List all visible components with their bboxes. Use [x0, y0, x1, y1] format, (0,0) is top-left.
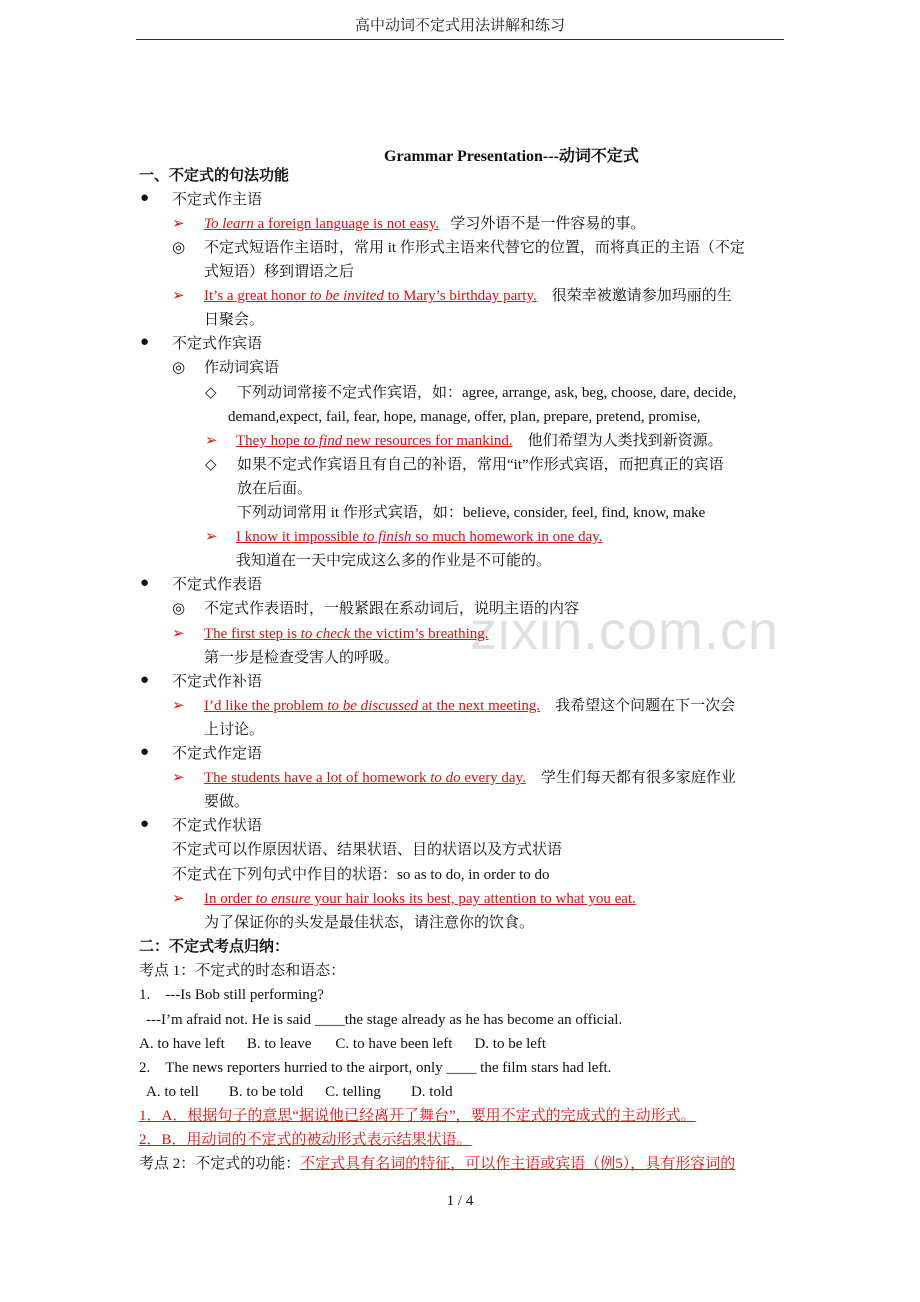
circle-icon: ◎: [172, 360, 186, 376]
arrow-icon: ➢: [172, 698, 185, 714]
bullet-icon: ●: [140, 744, 150, 760]
question-1-line-2: ---I’m afraid not. He is said ____the stage already as he has become an official.: [146, 1012, 623, 1028]
adverbial-note-1: 不定式可以作原因状语、结果状语、目的状语以及方式状语: [172, 842, 563, 858]
arrow-icon: ➢: [172, 891, 185, 907]
answer-1: 1．A．根据句子的意思“据说他已经离开了舞台”，要用不定式的完成式的主动形式。: [139, 1108, 696, 1124]
question-1-line-1: 1. ---Is Bob still performing?: [139, 987, 324, 1003]
example-complement: I’d like the problem to be discussed at the next meeting. 我希望这个问题在下一次会: [204, 698, 736, 714]
sub-heading-predicative: 不定式作表语: [172, 577, 263, 593]
question-2-line-1: 2. The news reporters hurried to the airport, only ____ the film stars had left.: [139, 1060, 612, 1076]
arrow-icon: ➢: [205, 529, 218, 545]
diamond-icon: ◇: [205, 457, 217, 473]
example-subject-2: It’s a great honor to be invited to Mary’s birthday party. 很荣幸被邀请参加玛丽的生: [204, 288, 732, 304]
answer-2: 2．B．用动词的不定式的被动形式表示结果状语。: [139, 1132, 472, 1148]
circle-icon: ◎: [172, 240, 186, 256]
example-adverbial: In order to ensure your hair looks its best, pay attention to what you eat.: [204, 891, 636, 907]
example-attributive: The students have a lot of homework to do every day. 学生们每天都有很多家庭作业: [204, 770, 736, 786]
object-note-1a: 下列动词常接不定式作宾语，如：agree, arrange, ask, beg, choose, dare, decide,: [237, 385, 737, 401]
arrow-icon: ➢: [172, 770, 185, 786]
watermark: zixin.com.cn: [470, 601, 780, 661]
object-note-1b: demand,expect, fail, fear, hope, manage, offer, plan, prepare, pretend, promise,: [228, 409, 701, 425]
adverbial-note-2: 不定式在下列句式中作目的状语：so as to do, in order to do: [172, 867, 550, 883]
example-adverbial-cn: 为了保证你的头发是最佳状态，请注意你的饮食。: [204, 915, 535, 931]
circle-icon: ◎: [172, 601, 186, 617]
arrow-icon: ➢: [172, 288, 185, 304]
doc-title: Grammar Presentation---动词不定式: [384, 148, 639, 165]
object-note-2b: 放在后面。: [237, 481, 313, 497]
note-subject-2: 式短语）移到谓语之后: [204, 264, 355, 280]
bullet-icon: ●: [140, 190, 150, 206]
example-subject-2-cn: 日聚会。: [204, 312, 265, 328]
bullet-icon: ●: [140, 672, 150, 688]
point-1: 考点 1：不定式的时态和语态：: [139, 963, 346, 979]
note-subject-1: 不定式短语作主语时，常用 it 作形式主语来代替它的位置，而将真正的主语（不定: [204, 240, 745, 256]
point-2: 考点 2：不定式的功能：不定式具有名词的特征，可以作主语或宾语（例5），具有形容词的: [139, 1156, 736, 1172]
predicative-note: 不定式作表语时，一般紧跟在系动词后，说明主语的内容: [204, 601, 580, 617]
diamond-icon: ◇: [205, 385, 217, 401]
sub-heading-adverbial: 不定式作状语: [172, 818, 263, 834]
example-subject: To learn a foreign language is not easy. 学习外语不是一件容易的事。: [204, 216, 646, 232]
section2-heading: 二：不定式考点归纳：: [139, 939, 290, 955]
arrow-icon: ➢: [172, 626, 185, 642]
example-attributive-cn: 要做。: [204, 794, 250, 810]
page-header: 高中动词不定式用法讲解和练习: [136, 14, 784, 40]
object-note-2a: 如果不定式作宾语且有自己的补语，常用“it”作形式宾语，而把真正的宾语: [237, 457, 724, 473]
section1-heading: 一、不定式的句法功能: [139, 168, 290, 184]
example-object-2: I know it impossible to finish so much homework in one day.: [236, 529, 603, 545]
example-object-2-cn: 我知道在一天中完成这么多的作业是不可能的。: [236, 553, 552, 569]
example-complement-cn: 上讨论。: [204, 722, 265, 738]
example-predicative-cn: 第一步是检查受害人的呼吸。: [204, 650, 400, 666]
object-note-2c: 下列动词常用 it 作形式宾语，如：believe, consider, feel, find, know, make: [237, 505, 706, 521]
bullet-icon: ●: [140, 575, 150, 591]
sub-heading-subject: 不定式作主语: [172, 192, 263, 208]
question-2-options: A. to tell B. to be told C. telling D. told: [146, 1084, 453, 1100]
question-1-options: A. to have left B. to leave C. to have been left D. to be left: [139, 1036, 547, 1052]
object-verb: 作动词宾语: [204, 360, 280, 376]
example-object-1: They hope to find new resources for mankind. 他们希望为人类找到新资源。: [236, 433, 723, 449]
example-predicative: The first step is to check the victim’s breathing.: [204, 626, 489, 642]
sub-heading-object: 不定式作宾语: [172, 336, 263, 352]
sub-heading-complement: 不定式作补语: [172, 674, 263, 690]
page-number: 1 / 4: [446, 1193, 474, 1209]
sub-heading-attributive: 不定式作定语: [172, 746, 263, 762]
bullet-icon: ●: [140, 816, 150, 832]
bullet-icon: ●: [140, 334, 150, 350]
arrow-icon: ➢: [172, 216, 185, 232]
arrow-icon: ➢: [205, 433, 218, 449]
